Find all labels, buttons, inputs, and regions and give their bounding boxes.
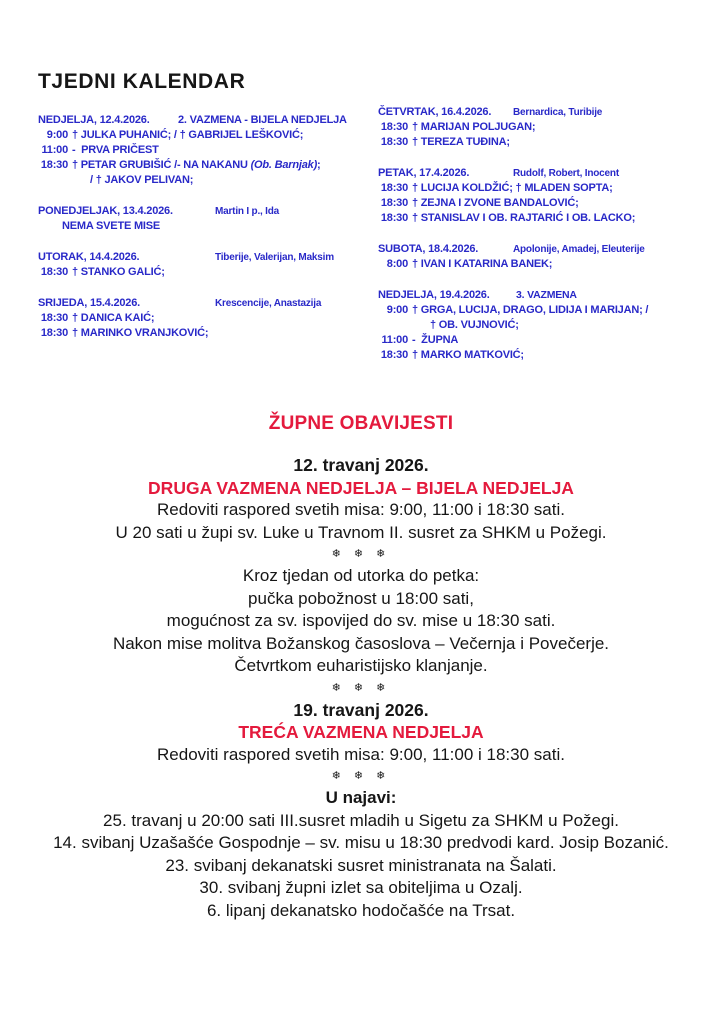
mass-line xyxy=(378,333,702,348)
day-block xyxy=(38,296,378,341)
day-date: ČETVRTAK, 16.4.2026. xyxy=(378,106,492,118)
mass-line xyxy=(378,181,702,196)
announcement-body-line: 6. lipanj dekanatsko hodočašće na Trsat. xyxy=(206,900,516,920)
day-note: 3. VAZMENA xyxy=(516,289,577,301)
mass-time: 18:30 xyxy=(40,159,68,171)
announcement-date-line: 12. travanj 2026. xyxy=(293,455,429,475)
mass-text: / † JAKOV PELIVAN; xyxy=(90,174,194,186)
day-note: Apolonije, Amadej, Eleuterije xyxy=(513,244,645,255)
day-note: 2. VAZMENA - BIJELA NEDJELJA xyxy=(178,114,347,126)
day-block xyxy=(378,105,702,150)
calendar-column-right xyxy=(378,105,702,379)
mass-text: † GRGA, LUCIJA, DRAGO, LIDIJA I MARIJAN; / xyxy=(412,304,649,316)
day-header xyxy=(378,166,702,181)
mass-text: † DANICA KAIĆ; xyxy=(72,312,155,324)
calendar-column-left xyxy=(38,105,378,379)
mass-text: † TEREZA TUĐINA; xyxy=(412,136,510,148)
mass-text: † MARKO MATKOVIĆ; xyxy=(412,349,524,361)
mass-text: † IVAN I KATARINA BANEK; xyxy=(412,258,553,270)
mass-line xyxy=(378,211,702,226)
mass-text: - ŽUPNA xyxy=(412,334,459,346)
announcement-red-line: TREĆA VAZMENA NEDJELJA xyxy=(238,722,484,742)
mass-text-tail: ; xyxy=(317,159,321,171)
mass-time: 18:30 xyxy=(380,197,408,209)
mass-text: NEMA SVETE MISE xyxy=(62,220,161,232)
mass-text: † PETAR GRUBIŠIĆ /- NA NAKANU xyxy=(72,159,251,171)
day-note: Bernardica, Turibije xyxy=(513,107,603,118)
day-note: Tiberije, Valerijan, Maksim xyxy=(215,252,334,263)
announcement-body-line: 14. svibanj Uzašašće Gospodnje – sv. misu u 18:30 predvodi kard. Josip Bozanić. xyxy=(53,833,669,852)
mass-time: 18:30 xyxy=(380,121,408,133)
day-note: Rudolf, Robert, Inocent xyxy=(513,168,619,179)
mass-time: 18:30 xyxy=(380,349,408,361)
day-date: PETAK, 17.4.2026. xyxy=(378,167,470,179)
mass-line xyxy=(38,143,378,158)
day-header xyxy=(378,242,702,257)
mass-time: 11:00 xyxy=(381,334,408,346)
mass-text: † ZEJNA I ZVONE BANDALOVIĆ; xyxy=(412,197,579,209)
mass-line xyxy=(38,128,378,143)
page-title: TJEDNI KALENDAR xyxy=(38,70,246,93)
mass-time: 18:30 xyxy=(40,327,68,339)
mass-time: 18:30 xyxy=(380,182,408,194)
day-date: SUBOTA, 18.4.2026. xyxy=(378,243,479,255)
mass-time: 11:00 xyxy=(41,144,68,156)
announcement-body-line: Kroz tjedan od utorka do petka: xyxy=(242,566,480,585)
announcement-red-line: DRUGA VAZMENA NEDJELJA – BIJELA NEDJELJA xyxy=(148,477,574,498)
mass-line xyxy=(378,196,702,211)
mass-line xyxy=(378,318,702,333)
mass-line xyxy=(38,158,378,173)
mass-line xyxy=(378,257,702,272)
announcement-body-line: pučka pobožnost u 18:00 sati, xyxy=(248,588,474,608)
mass-text: † MARINKO VRANJKOVIĆ; xyxy=(72,327,209,339)
day-header xyxy=(38,113,378,128)
mass-line xyxy=(38,326,378,341)
day-note: Krescencije, Anastazija xyxy=(215,298,322,309)
day-date: NEDJELJA, 12.4.2026. xyxy=(38,114,150,126)
day-block xyxy=(38,250,378,280)
announcements-title: ŽUPNE OBAVIJESTI xyxy=(268,413,454,434)
day-date: UTORAK, 14.4.2026. xyxy=(38,251,140,263)
day-block xyxy=(378,288,702,363)
mass-text: † STANISLAV I OB. RAJTARIĆ I OB. LACKO; xyxy=(412,212,636,224)
mass-text: † MARIJAN POLJUGAN; xyxy=(412,121,536,133)
mass-line xyxy=(378,303,702,318)
announcement-body-line: mogućnost za sv. ispovijed do sv. mise u 18:30 sati. xyxy=(166,611,556,630)
announcements-section xyxy=(0,412,722,922)
mass-line xyxy=(38,219,378,234)
day-date: NEDJELJA, 19.4.2026. xyxy=(378,289,490,301)
day-header xyxy=(378,288,702,303)
day-header xyxy=(378,105,702,120)
mass-line xyxy=(378,135,702,150)
announcement-date-line: 19. travanj 2026. xyxy=(293,699,429,720)
announcement-body-line: Redoviti raspored svetih misa: 9:00, 11:00 i 18:30 sati. xyxy=(157,744,565,764)
mass-time: 18:30 xyxy=(40,266,68,278)
separator-ornament: ❄ ❄ ❄ xyxy=(331,548,391,560)
day-date: SRIJEDA, 15.4.2026. xyxy=(38,297,140,309)
announcement-body-line: 25. travanj u 20:00 sati III.susret mladih u Sigetu za SHKM u Požegi. xyxy=(103,810,619,830)
announcement-bold-line: U najavi: xyxy=(325,788,397,807)
mass-time: 9:00 xyxy=(386,304,408,316)
mass-line xyxy=(378,348,702,363)
day-block xyxy=(378,242,702,272)
announcement-body-line: Redoviti raspored svetih misa: 9:00, 11:00 i 18:30 sati. xyxy=(157,500,565,519)
mass-text: † OB. VUJNOVIĆ; xyxy=(430,319,519,331)
announcement-body-line: Nakon mise molitva Božanskog časoslova – Večernja i Povečerje. xyxy=(112,633,610,653)
mass-line xyxy=(378,120,702,135)
day-block xyxy=(38,113,378,188)
day-header xyxy=(38,250,378,265)
day-date: PONEDJELJAK, 13.4.2026. xyxy=(38,205,173,217)
day-note: Martin I p., Ida xyxy=(215,206,280,217)
mass-time: 18:30 xyxy=(380,212,408,224)
mass-text: † JULKA PUHANIĆ; / † GABRIJEL LEŠKOVIĆ; xyxy=(72,129,304,141)
mass-line xyxy=(38,311,378,326)
separator-ornament: ❄ ❄ ❄ xyxy=(331,681,391,694)
day-header xyxy=(38,296,378,311)
announcement-body-line: U 20 sati u župi sv. Luke u Travnom II. susret za SHKM u Požegi. xyxy=(115,522,607,542)
mass-time: 18:30 xyxy=(40,312,68,324)
announcement-body-line: 23. svibanj dekanatski susret ministranata na Šalati. xyxy=(165,855,557,875)
mass-line xyxy=(38,265,378,280)
announcement-body-line: 30. svibanj župni izlet sa obiteljima u Ozalj. xyxy=(199,878,523,897)
mass-text: † LUCIJA KOLDŽIĆ; † MLADEN SOPTA; xyxy=(412,182,613,194)
announcement-body-line: Četvrtkom euharistijsko klanjanje. xyxy=(234,656,488,675)
weekly-calendar xyxy=(38,105,702,379)
mass-time: 18:30 xyxy=(380,136,408,148)
separator-ornament: ❄ ❄ ❄ xyxy=(331,770,391,782)
mass-text-italic: (Ob. Barnjak) xyxy=(250,159,318,171)
mass-time: 9:00 xyxy=(46,129,68,141)
mass-text: - PRVA PRIČEST xyxy=(72,144,159,156)
day-block xyxy=(38,204,378,234)
mass-line xyxy=(38,173,378,188)
day-block xyxy=(378,166,702,226)
mass-text: † STANKO GALIĆ; xyxy=(72,266,165,278)
mass-time: 8:00 xyxy=(386,258,408,270)
announcements-list xyxy=(46,454,676,922)
day-header xyxy=(38,204,378,219)
